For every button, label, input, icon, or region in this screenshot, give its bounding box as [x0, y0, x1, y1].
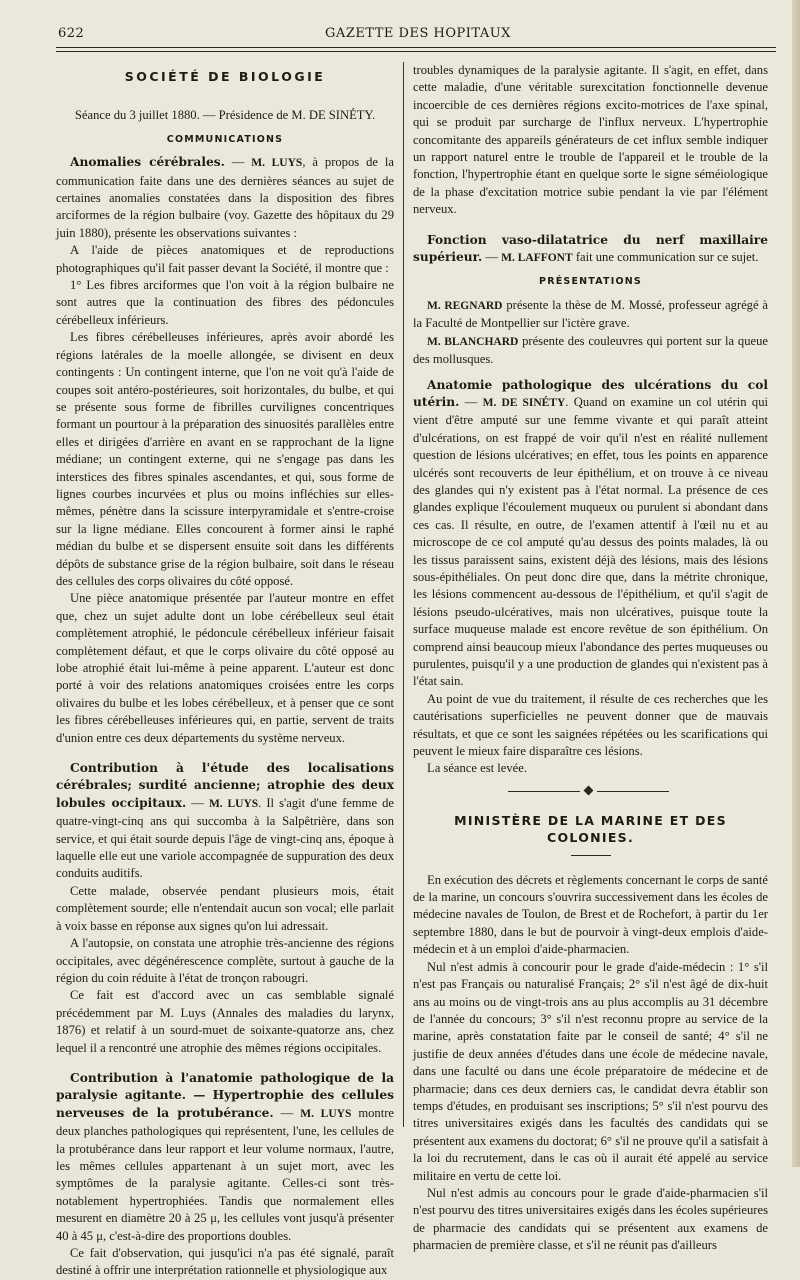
- paragraph: Les fibres cérébelleuses inférieures, après avoir abordé les régions latérales de la moelle allongée, se divisent en deux contingents : Un contingent interne, que l'on ne voit qu'à l'aide de coupes soit antéro-postérieures, soit horizontales, du bulbe, et qui se présente sous forme de fibrilles curvilignes concentriques formant un pourtour à la préparation des sinuosités parallèles entre elles et dirigées d'arrière en avant en se rapprochant de la ligne médiane; un contingent externe, qui ne s'engage pas dans les interstices des fibres spinales ascendantes, et qui, sous forme de lignes courbes incurvées et plus ou moins infléchies sur elles-mêmes, pénètre dans la scissure interpyramidale et s'entre-croise sur la ligne médiane. Elles concourent à former ainsi le raphé médian du bulbe et se dispersent ensuite soit dans les différents dépôts de substance grise de la région bulbaire, soit dans le réseau des cellules des corps olivaires du côté opposé.: [56, 330, 394, 588]
- paragraph: Nul n'est admis à concourir pour le grade d'aide-médecin : 1° s'il n'est pas Français ou naturalisé Français; 2° s'il n'est âgé de dix-huit ans au moins ou de vingt-trois ans au plus accomplis au 31 décembre de l'année du concours; 3° s'il n'est reconnu propre au service de la marine, après constatation faite par le conseil de santé; 4° s'il ne justifie de deux années d'études dans une école de médecine navale, dans une faculté ou dans une école préparatoire de médecine et de pharmacie; dans ces deux derniers cas, le candidat devra établir son temps d'études, en produisant ses inscriptions; 5° s'il n'est pourvu des titres universitaires exigés dans les facultés des candidats qui se présentent aux examens du doctorat; 6° s'il ne prouve qu'il a satisfait à la loi du recrutement, dans le cas où il aurait été appelé au service militaire en vertu de cette loi.: [413, 959, 768, 1183]
- page-number: 622: [58, 26, 85, 41]
- page-spine-edge: [792, 0, 800, 1167]
- section-title: SOCIÉTÉ DE BIOLOGIE: [124, 69, 326, 84]
- seance-closing: La séance est levée.: [427, 761, 527, 776]
- paragraph: Nul n'est admis au concours pour le grade d'aide-pharmacien s'il n'est pourvu des titres universitaires exigés dans les écoles supérieures de pharmacie des candidats qui se présentent aux examens de pharmacien de première classe, et s'il ne réunit pas d'ailleurs: [413, 1185, 768, 1253]
- left-column: [56, 62, 394, 1280]
- paragraph: A l'autopsie, on constata une atrophie très-ancienne des régions occipitales, avec dégénérescence complète, surtout à gauche de la région du coin réduite à l'état de tronçon rabougri.: [56, 936, 394, 985]
- spacer: [413, 369, 768, 377]
- paragraph: En exécution des décrets et règlements concernant le corps de santé de la marine, un concours s'ouvrira successivement dans les écoles de médecine navales de Toulon, de Brest et de Rochefort, à partir du 1er septembre 1880, dans le but de pourvoir à vingt-deux emplois d'aide-médecin et à un emploi d'aide-pharmacien.: [413, 872, 768, 957]
- paragraph: Cette malade, observée pendant plusieurs mois, était complètement sourde; elle n'entendait aucun son vocal; elle parlait à voix basse en réponse aux signes qu'on lui adressait.: [56, 883, 394, 933]
- header-rule-thin: [56, 51, 776, 52]
- right-column: [413, 62, 768, 1255]
- spacer: [56, 747, 394, 760]
- author-name: M. BLANCHARD: [427, 335, 519, 348]
- author-name: M. REGNARD: [427, 299, 503, 312]
- author-name: M. LAFFONT: [501, 252, 573, 265]
- column-divider: [403, 62, 404, 1127]
- spacer: [56, 1057, 394, 1070]
- section-ornament: [413, 786, 768, 796]
- title-underline: [571, 855, 611, 856]
- presentation-blanchard: M. BLANCHARD présente des couleuvres qui portent sur la queue des mollusques.: [413, 333, 768, 367]
- article-heading: Anomalies cérébrales.: [70, 155, 225, 170]
- author-name: M. LUYS: [208, 797, 259, 810]
- ornament-line-right: [597, 791, 669, 792]
- paragraph: A l'aide de pièces anatomiques et de reproductions photographiques qu'il fait passer devant la Société, il montre que :: [56, 243, 394, 275]
- paragraph: Une pièce anatomique présentée par l'auteur montre en effet que, chez un sujet adulte dont un lobe cérébelleux seul était complètement atrophié, le pédoncule cérébelleux inférieur faisait complètement défaut, et que le corps olivaire du côté opposé au lobe atrophié était lui-même à peine apparent. L'auteur est donc porté à voir des relations anatomiques croisées entre les corps olivaires du bulbe et les lobes cérébelleux, et à penser que ce sont les fibres cérébelleuses inférieures qui, en partie, servent de traits d'union entre ces deux départements du système nerveux.: [56, 591, 394, 745]
- article-heading: Contribution à l'étude des localisations cérébrales; surdité ancienne; atrophie des deux lobules occipitaux.: [56, 761, 394, 810]
- article-anomalies: Anomalies cérébrales. — M. LUYS, à propos de la communication faite dans une des dernières séances au sujet de certaines anomalies constatées dans la disposition des fibres arciformes de la région bulbaire (voy. Gazette des hôpitaux du 29 juin 1880), présente les observations suivantes :: [56, 155, 394, 240]
- paragraph: Au point de vue du traitement, il résulte de ces recherches que les cautérisations superficielles ne peuvent donner que de mauvais résultats, et que ce sont les saignées répétées ou les scarifications qui peuvent le mieux faire disparaître ces lésions.: [413, 691, 768, 759]
- paragraph: troubles dynamiques de la paralysie agitante. Il s'agit, en effet, dans cette maladie, d'une véritable surexcitation fonctionnelle devenue incoercible de ces dernières régions excito-motrices de l'axe spinal, qui se produit par surcharge de l'influx nerveux. L'hypertrophie concomitante des appareils générateurs de cet influx semble indiquer un rapport naturel entre le trouble de l'appareil et le trouble de la fonction, l'hypertrophie étant en quelque sorte le signe séméiologique de la phase d'excitation motrice subie pendant la vie par l'élément nerveux.: [413, 63, 768, 217]
- article-localisations: Contribution à l'étude des localisations cérébrales; surdité ancienne; atrophie des deux lobules occipitaux. — M. LUYS. Il s'agit d'une femme de quatre-vingt-cinq ans qui succomba à la Salpêtrière, dans son service, et qui était sourde depuis l'âge de vingt-cinq ans, époque à laquelle elle eut une variole accompagnée de suppuration des deux conduits auditifs.: [56, 761, 394, 881]
- article-heading: Contribution à l'anatomie pathologique de la paralysie agitante. — Hypertrophie des cellules nerveuses de la protubérance.: [56, 1070, 394, 1120]
- header-rule-thick: [56, 47, 776, 48]
- page-header: [58, 26, 778, 46]
- paragraph: Ce fait d'observation, qui jusqu'ici n'a pas été signalé, paraît destiné à offrir une interprétation rationnelle et physiologique aux: [56, 1246, 394, 1278]
- article-heading: Fonction vaso-dilatatrice du nerf maxillaire supérieur.: [413, 232, 768, 265]
- article-heading: Anatomie pathologique des ulcérations du col utérin.: [413, 377, 768, 409]
- paragraph: Ce fait est d'accord avec un cas semblable signalé précédemment par M. Luys (Annales des maladies du larynx, 1876) et relatif à un sourd-muet de soixante-quatorze ans, chez lequel il a rencontré une atrophie des mêmes régions occipitales.: [56, 988, 394, 1055]
- seance-line: Séance du 3 juillet 1880. — Présidence de M. DE SINÉTY.: [74, 108, 376, 123]
- spacer: [413, 219, 768, 232]
- article-vaso-dilatatrice: Fonction vaso-dilatatrice du nerf maxillaire supérieur. — M. LAFFONT fait une communication sur ce sujet.: [413, 232, 768, 265]
- author-name: M. LUYS: [300, 1107, 352, 1120]
- article-ulcerations: Anatomie pathologique des ulcérations du col utérin. — M. DE SINÉTY. Quand on examine un col utérin qui vient d'être amputé sur une femme vivante et qui paraît atteint d'ulcérations, on est frappé de voir qu'il n'est en réalité nullement question de lésions ulcératives; en effet, tous les points en apparence ulcérés sont recouverts de leur épithélium, et on trouve à ce niveau des glandes qui n'y existent pas à l'état normal. La présence de ces glandes explique l'écoulement muqueux ou purulent si abondant dans ces cas. Il résulte, en outre, de l'examen attentif à l'œil nu et au microscope de ce col amputé qu'au dessus des points malades, là ou les tissus paraissent sains, existent déjà des lésions, mais des lésions sous-épithéliales. On peut donc dire que, dans la métrite chronique, les lésions commencent au-dessous de l'épithélium, et qu'il s'agit de lésions pseudo-ulcératives, mais non ulcératives, puisque toute la surface muqueuse malade est encore revêtue de son épithélium. On comprend ainsi beaucoup mieux l'abondance des pertes muqueuses ou purulentes, puisqu'il y a une production de glandes qui n'existent pas à l'état sain.: [413, 377, 769, 689]
- running-title: GAZETTE DES HOPITAUX: [325, 26, 511, 41]
- ornament-diamond: [584, 785, 594, 795]
- ornament-line-left: [508, 791, 580, 792]
- article-paralysie: Contribution à l'anatomie pathologique de la paralysie agitante. — Hypertrophie des cellules nerveuses de la protubérance. — M. LUYS montre deux planches pathologiques qui représentent, l'une, les cellules de la protubérance dans leur rapport et leur volume normaux, l'autre, les mêmes cellules appartenant à un sujet mort, avec les symptômes de la paralysie agitante. Celles-ci sont très-notablement hypertrophiées. Tandis que normalement elles mesurent en diamètre 20 à 25 μ, les cellules vont jusqu'à présenter 40 à 45 μ, c'est-à-dire des proportions doubles.: [56, 1070, 395, 1243]
- communications-heading: COMMUNICATIONS: [166, 133, 284, 145]
- author-name: M. LUYS: [251, 157, 303, 170]
- presentation-regnard: M. REGNARD présente la thèse de M. Mossé, professeur agrégé à la Faculté de Montpellier sur l'ictère grave.: [413, 297, 769, 331]
- presentations-heading: PRÉSENTATIONS: [539, 276, 642, 288]
- author-name: M. DE SINÉTY: [482, 396, 566, 409]
- ministere-title: MINISTÈRE DE LA MARINE ET DES COLONIES.: [454, 812, 727, 846]
- paragraph: 1° Les fibres arciformes que l'on voit à la région bulbaire ne sont autres que la continuation des fibres des pédoncules cérébelleux inférieurs.: [56, 278, 394, 327]
